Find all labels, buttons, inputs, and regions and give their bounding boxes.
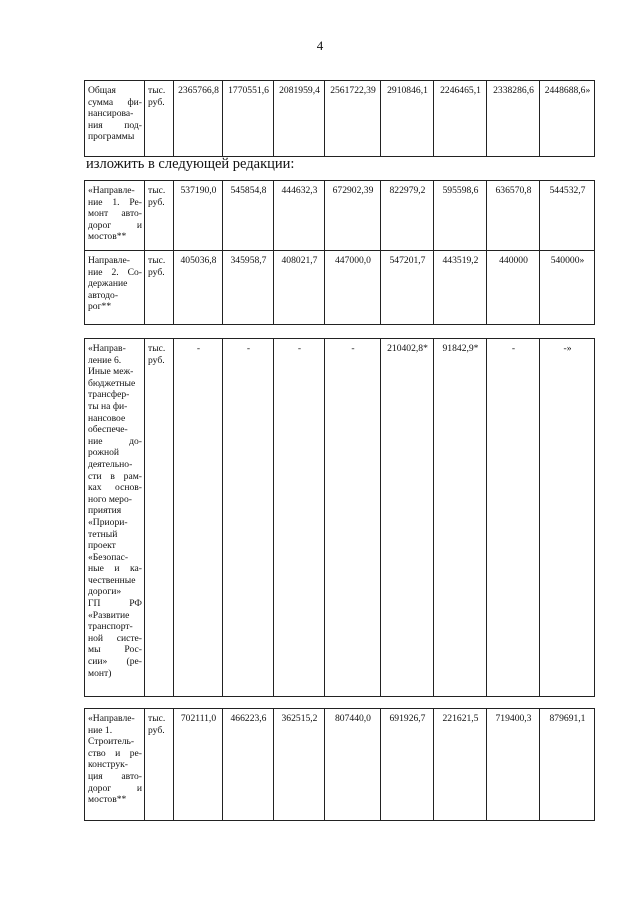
value-cell: 443519,2 bbox=[434, 251, 487, 325]
value-cell: 444632,3 bbox=[274, 181, 325, 251]
unit-cell bbox=[145, 709, 174, 821]
row-name-line: Строитель- bbox=[88, 736, 135, 748]
row-name-line: трансфер- bbox=[88, 389, 130, 401]
value-cell: 440000 bbox=[487, 251, 540, 325]
row-name-cell bbox=[85, 181, 145, 251]
row-name-line: мы Рос- bbox=[88, 644, 142, 656]
directions-table bbox=[84, 180, 595, 325]
row-name-line: «Приори- bbox=[88, 516, 128, 528]
value-cell: - bbox=[487, 339, 540, 697]
row-name-line: автодо- bbox=[88, 289, 119, 301]
value-cell: 2910846,1 bbox=[381, 81, 434, 157]
value-cell: - bbox=[223, 339, 274, 697]
row-name-line: нансовое bbox=[88, 412, 126, 424]
value-cell: 2448688,6» bbox=[540, 81, 595, 157]
unit-cell bbox=[145, 339, 174, 697]
row-name-line: тетный bbox=[88, 528, 118, 540]
value-cell: 822979,2 bbox=[381, 181, 434, 251]
value-cell: 1770551,6 bbox=[223, 81, 274, 157]
row-name-line: мостов** bbox=[88, 231, 127, 243]
value-cell: 537190,0 bbox=[174, 181, 223, 251]
row-name-line: рожной bbox=[88, 447, 120, 459]
table-row bbox=[85, 81, 595, 157]
value-cell: 362515,2 bbox=[274, 709, 325, 821]
row-name-line: сии» (ре- bbox=[88, 656, 142, 668]
direction-6-table bbox=[84, 338, 595, 697]
value-cell: 2081959,4 bbox=[274, 81, 325, 157]
row-name-line: ты на фи- bbox=[88, 400, 128, 412]
value-cell: 221621,5 bbox=[434, 709, 487, 821]
value-cell: 2365766,8 bbox=[174, 81, 223, 157]
row-name-cell bbox=[85, 81, 145, 157]
row-name-line: нансирова- bbox=[88, 108, 134, 120]
value-cell: 2246465,1 bbox=[434, 81, 487, 157]
row-name-line: чественные bbox=[88, 574, 136, 586]
value-cell: 210402,8* bbox=[381, 339, 434, 697]
edit-instruction-text: изложить в следующей редакции: bbox=[86, 156, 295, 172]
value-cell: - bbox=[274, 339, 325, 697]
row-name-line: «Развитие bbox=[88, 609, 130, 621]
value-cell: - bbox=[174, 339, 223, 697]
unit-cell bbox=[145, 251, 174, 325]
unit-line: руб. bbox=[148, 354, 165, 366]
row-name-line: рог** bbox=[88, 301, 112, 313]
table-row bbox=[85, 251, 595, 325]
value-cell: 719400,3 bbox=[487, 709, 540, 821]
row-name-line: ление 6. bbox=[88, 354, 122, 366]
row-name-line: ного меро- bbox=[88, 493, 132, 505]
unit-line: руб. bbox=[148, 266, 165, 278]
unit-line: тыс. bbox=[148, 185, 166, 196]
row-name-line: проект bbox=[88, 540, 116, 552]
value-cell: 447000,0 bbox=[325, 251, 381, 325]
value-cell: - bbox=[325, 339, 381, 697]
table-row bbox=[85, 709, 595, 821]
unit-line: тыс. bbox=[148, 255, 166, 266]
value-cell: 879691,1 bbox=[540, 709, 595, 821]
row-name-line: сти в рам- bbox=[88, 470, 142, 482]
row-name-line: ГП РФ bbox=[88, 598, 142, 610]
row-name-line: ние до- bbox=[88, 435, 142, 447]
row-name-line: приятия bbox=[88, 505, 122, 517]
row-name-line: ние 2. Со- bbox=[88, 266, 142, 278]
value-cell: 2338286,6 bbox=[487, 81, 540, 157]
value-cell: 408021,7 bbox=[274, 251, 325, 325]
table-row bbox=[85, 181, 595, 251]
row-name-line: программы bbox=[88, 131, 135, 143]
value-cell: 91842,9* bbox=[434, 339, 487, 697]
unit-line: тыс. bbox=[148, 713, 166, 724]
row-name-cell bbox=[85, 339, 145, 697]
row-name-line: ние 1. Ре- bbox=[88, 196, 142, 208]
value-cell: 540000» bbox=[540, 251, 595, 325]
row-name-line: «Безопас- bbox=[88, 551, 129, 563]
row-name-line: ция авто- bbox=[88, 770, 142, 782]
construction-table bbox=[84, 708, 595, 821]
row-name-line: деятельно- bbox=[88, 458, 133, 470]
row-name-line: обеспече- bbox=[88, 424, 128, 436]
value-cell: 691926,7 bbox=[381, 709, 434, 821]
unit-line: руб. bbox=[148, 724, 165, 736]
row-name-line: монт авто- bbox=[88, 208, 142, 220]
row-name-line: «Направ- bbox=[88, 343, 126, 354]
row-name-line: ство и ре- bbox=[88, 747, 142, 759]
value-cell: 595598,6 bbox=[434, 181, 487, 251]
row-name-line: ние 1. bbox=[88, 724, 113, 736]
table-row bbox=[85, 339, 595, 697]
value-cell: 702111,0 bbox=[174, 709, 223, 821]
row-name-cell bbox=[85, 251, 145, 325]
row-name-line: дорог и bbox=[88, 782, 142, 794]
row-name-line: держание bbox=[88, 278, 128, 290]
row-name-line: «Направле- bbox=[88, 713, 135, 724]
value-cell: 547201,7 bbox=[381, 251, 434, 325]
row-name-line: монт) bbox=[88, 667, 112, 679]
value-cell: 636570,8 bbox=[487, 181, 540, 251]
unit-line: руб. bbox=[148, 96, 165, 108]
value-cell: -» bbox=[540, 339, 595, 697]
row-name-line: дороги» bbox=[88, 586, 122, 598]
value-cell: 345958,7 bbox=[223, 251, 274, 325]
row-name-line: Общая bbox=[88, 85, 116, 96]
row-name-line: ния под- bbox=[88, 119, 142, 131]
value-cell: 405036,8 bbox=[174, 251, 223, 325]
row-name-line: «Направле- bbox=[88, 185, 135, 196]
value-cell: 672902,39 bbox=[325, 181, 381, 251]
row-name-line: сумма фи- bbox=[88, 96, 142, 108]
row-name-line: Иные меж- bbox=[88, 366, 134, 378]
row-name-line: конструк- bbox=[88, 759, 128, 771]
row-name-line: ные и ка- bbox=[88, 563, 142, 575]
row-name-line: мостов** bbox=[88, 794, 127, 806]
value-cell: 807440,0 bbox=[325, 709, 381, 821]
value-cell: 544532,7 bbox=[540, 181, 595, 251]
unit-line: тыс. bbox=[148, 85, 166, 96]
row-name-cell bbox=[85, 709, 145, 821]
row-name-line: ной систе- bbox=[88, 632, 142, 644]
row-name-line: Направле- bbox=[88, 255, 130, 266]
value-cell: 2561722,39 bbox=[325, 81, 381, 157]
row-name-line: бюджетные bbox=[88, 377, 136, 389]
page-number: 4 bbox=[316, 38, 324, 53]
row-name-line: ках основ- bbox=[88, 482, 142, 494]
row-name-line: дорог и bbox=[88, 219, 142, 231]
unit-line: тыс. bbox=[148, 343, 166, 354]
financing-total-table bbox=[84, 80, 595, 157]
unit-cell bbox=[145, 181, 174, 251]
value-cell: 466223,6 bbox=[223, 709, 274, 821]
unit-line: руб. bbox=[148, 196, 165, 208]
row-name-line: транспорт- bbox=[88, 621, 133, 633]
unit-cell bbox=[145, 81, 174, 157]
value-cell: 545854,8 bbox=[223, 181, 274, 251]
